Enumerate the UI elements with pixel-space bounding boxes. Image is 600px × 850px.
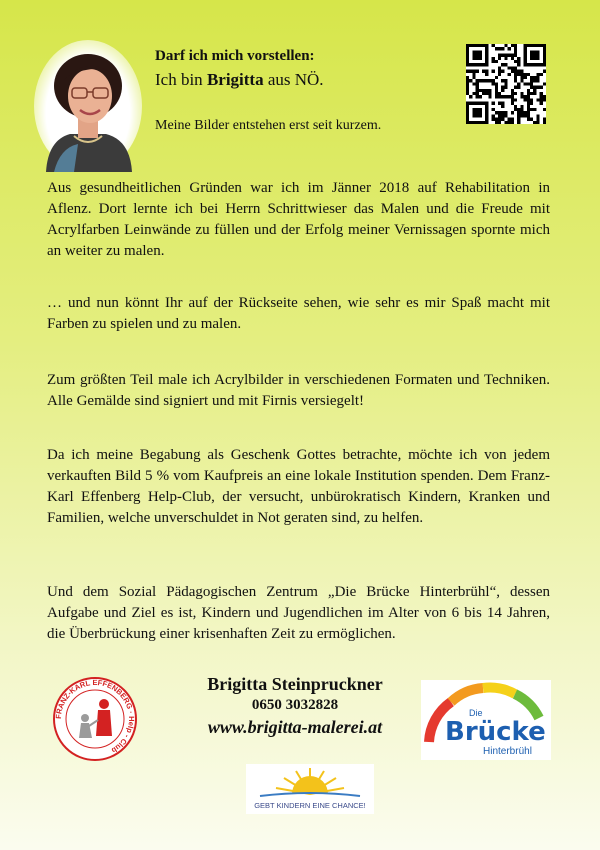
greeting-line-1: Darf ich mich vorstellen: xyxy=(155,48,315,64)
greeting-block xyxy=(155,48,324,90)
paragraph-bruecke: Und dem Sozial Pädagogischen Zentrum „Die Brücke Hinterbrühl“, dessen Aufgabe und Ziel es ist, Kindern und Jugendlichen im Alter von 6 bis 14 Jahren, die Überbrückung einer krisenhaften Zeit zu ermöglichen. xyxy=(47,584,550,642)
qr-code[interactable] xyxy=(466,44,546,124)
greeting-pre: Ich bin xyxy=(155,70,207,89)
chance-logo xyxy=(246,764,374,814)
paragraph-rehab: Aus gesundheitlichen Gründen war ich im Jänner 2018 auf Rehabilitation in Aflenz. Dort lernte ich bei Herrn Schrittwieser das Malen und die Freude mit Acrylfarben Leinwände zu füllen und der Erfolg meiner Vernissagen spornte mich an weiter zu malen. xyxy=(47,180,550,259)
contact-name: Brigitta Steinpruckner xyxy=(207,674,383,694)
greeting-post: aus NÖ. xyxy=(263,70,324,89)
contact-phone[interactable]: 0650 3032828 xyxy=(251,697,339,713)
paragraph-donation: Da ich meine Begabung als Geschenk Gottes betrachte, möchte ich von jedem verkauften Bild 5 % vom Kaufpreis an eine lokale Institution spenden. Dem Franz-Karl Effenberg Help-Club, der versucht, unbürokratisch Kindern, Kranken und Familien, welche unverschuldet in Not geraten sind, zu helfen. xyxy=(47,447,550,526)
help-club-text: FRANZ-KARL EFFENBERG · Help - Club xyxy=(53,677,137,756)
help-club-logo xyxy=(52,676,138,762)
chance-text: GEBT KINDERN EINE CHANCE! xyxy=(254,801,366,810)
contact-website[interactable]: www.brigitta-malerei.at xyxy=(207,717,383,737)
bruecke-die-text: Die xyxy=(469,708,483,718)
contact-block xyxy=(170,674,420,738)
greeting-name: Brigitta xyxy=(206,70,264,89)
bruecke-main-text: Brücke xyxy=(445,717,546,747)
greeting-line-2 xyxy=(155,70,324,90)
bruecke-logo xyxy=(421,680,551,760)
intro-line: Meine Bilder entstehen erst seit kurzem. xyxy=(155,118,382,133)
portrait-photo xyxy=(34,40,142,172)
paragraph-acrylic: Zum größten Teil male ich Acrylbilder in verschiedenen Formaten und Techniken. Alle Gemälde sind signiert und mit Firnis versiegelt! xyxy=(47,372,550,409)
bruecke-sub-text: Hinterbrühl xyxy=(483,746,532,757)
paragraph-backside: … und nun könnt Ihr auf der Rückseite sehen, wie sehr es mir Spaß macht mit Farben zu spielen und zu malen. xyxy=(47,295,550,332)
